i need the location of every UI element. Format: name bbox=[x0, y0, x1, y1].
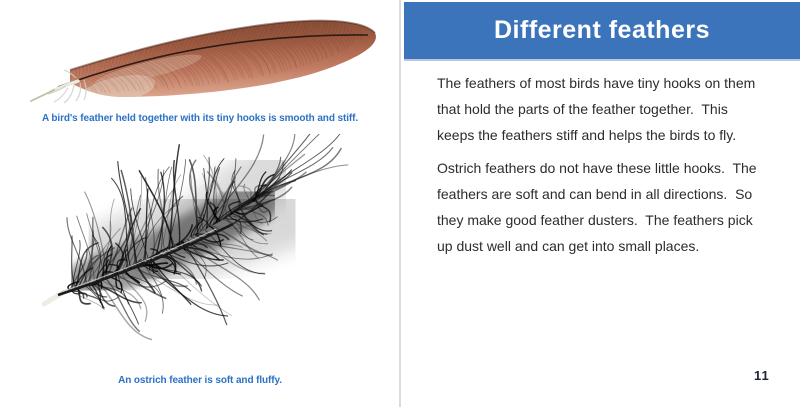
body-text bbox=[437, 70, 797, 266]
bird-feather-quill bbox=[31, 90, 54, 101]
page-number: 11 bbox=[754, 368, 770, 383]
page-title: Different feathers bbox=[494, 16, 710, 44]
ostrich-feather-image bbox=[28, 134, 368, 374]
paragraph bbox=[437, 155, 797, 259]
text-line: keeps the feathers stiff and helps the birds to fly. bbox=[437, 127, 737, 143]
bird-feather-image bbox=[18, 6, 388, 114]
paragraph bbox=[437, 70, 797, 148]
text-line: Ostrich feathers do not have these little hooks. The bbox=[437, 160, 757, 176]
text-line: The feathers of most birds have tiny hooks on them bbox=[437, 75, 756, 91]
text-line: feathers are soft and can bend in all directions. So bbox=[437, 186, 753, 202]
chapter-header-bar bbox=[404, 2, 800, 61]
text-line: they make good feather dusters. The feathers pick bbox=[437, 212, 753, 228]
ostrich-feather-caption: An ostrich feather is soft and fluffy. bbox=[118, 375, 282, 386]
text-line: up dust well and can get into small places. bbox=[437, 238, 700, 254]
bird-feather-caption: A bird's feather held together with its tiny hooks is smooth and stiff. bbox=[41, 113, 359, 124]
text-line: that hold the parts of the feather together. This bbox=[437, 101, 728, 117]
page-divider bbox=[399, 0, 401, 407]
